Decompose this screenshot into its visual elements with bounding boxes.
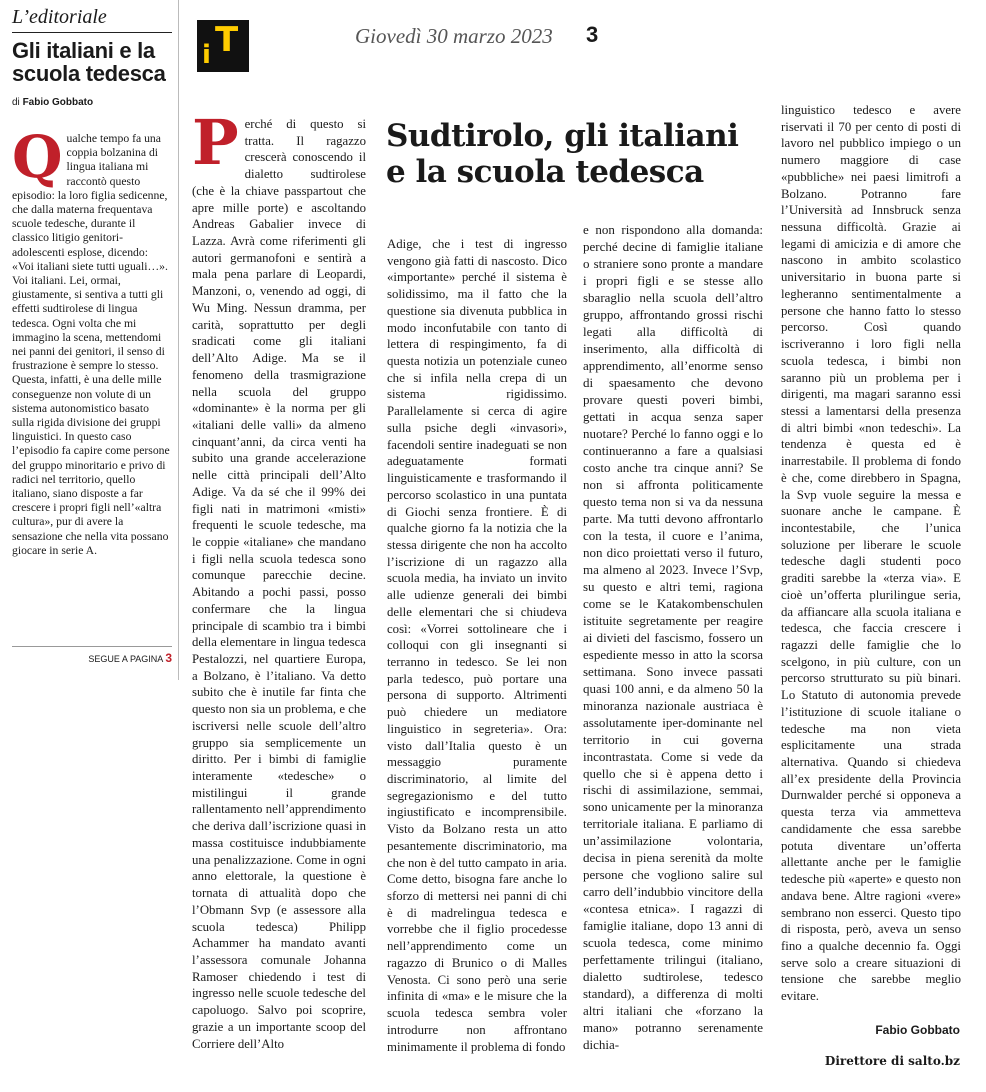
editorial-kicker: L’editoriale xyxy=(12,6,107,28)
sidebar-divider xyxy=(178,0,179,680)
article-column-4 xyxy=(781,102,961,1005)
editorial-dropcap: Q xyxy=(12,123,63,191)
editorial-body xyxy=(12,123,172,558)
salto-logo-icon: T i xyxy=(197,20,249,72)
article-col2-text: Adige, che i test di ingresso vengono già fatti di nascosto. Dico «importante» perché il sistema è solidissimo, ma il fatto che la questione sia divenuta pubblica in modo inconfutabile con tanto di lettera di respingimento, fa di questa notizia un potenziale cuneo che si infila nella crepa di un sistema rigidissimo. Parallelamente si cerca di agire sulla psiche degli «invasori», facendoli sentire inadeguati se non adeguatamente formati linguisticamente e trasformando il percorso scolastico in una puntata di Giochi senza frontiere. È di qualche giorno fa la notizia che la stessa dirigente che non ha accolto l’iscrizione di un ragazzo alla scuola media, ha inviato un invito alle udienze generali dei bimbi delle elementari che si chiudeva così: «Vorrei sottolineare che i colloqui con gli insegnanti si terranno in tedesco. Se lei non parla tedesco, può portare una persona di supporto. Altrimenti può chiedere un mediatore linguistico in segreteria». Ora: visto dall’Italia questo è un messaggio puramente discriminatorio, al limite del segregazionismo e del tutto ingiustificato e incomprensibile. Visto da Bolzano resta un atto pesantemente discriminatorio, ma che non è del tutto campato in aria. Come detto, bisogna fare anche lo sforzo di mettersi nei panni di chi è di madrelingua tedesca e vorrebbe che il figlio procedesse nell’apprendimento come un ragazzo di Brunico o di Malles Venosta. Ci sono però una serie infinita di «ma» e le misure che la scuola tedesca sembra voler introdurre non affrontano minimamente il problema di fondo xyxy=(387,237,567,1054)
article-signature-role: Direttore di salto.bz xyxy=(824,1054,960,1068)
page-number: 3 xyxy=(586,22,599,47)
article-col4-text: linguistico tedesco e avere riservati il 70 per cento di posti di lavoro nel pubblico impiego o un numero maggiore di case «pubbliche» nei paesi limitrofi a Bolzano. Potranno fare l’Università ad Innsbruck senza nessuna difficoltà. Grazie ai legami di amicizia e di amore che nascono in ambito scolastico universitario in buona parte si legheranno sentimentalmente a persone che hanno fatto lo stesso percorso. Così quando iscriveranno i loro figli nella scuola tedesca, i bimbi non saranno più un problema per i dirigenti, ma magari saranno essi stessi a lamentarsi della presenza di altri bimbi «non tedeschi». La tendenza è questa ed è inarrestabile. Il problema di fondo è che, come direbbero in Spagna, la Svp vuole seguire la messa e suonare anche le campane. È incontestabile, che l’unica soluzione per liberare le scuole tedesche dagli studenti poco graditi sarebbe la «terza via». E cioè un’offerta plurilingue seria, da affiancare alla scuola italiana e tedesca, che faccia crescere i ragazzi delle famiglie che lo scelgono, in più culture, con un percorso strutturato su più binari. Lo Statuto di autonomia prevede l’istituzione di scuole italiane o tedesche ma non vieta esplicitamente una strada alternativa. Quando si chiedeva all’ex presidente della Provincia Durnwalder perché si opponeva a questa terza via ammetteva candidamente che essa sarebbe potuta diventare un’offerta allettante anche per le famiglie tedesche più «aperte» e questo non andava bene. Altre ragioni «vere» sembrano non esserci. Questo tipo di risposta, però, aveva un senso fino a qualche decennio fa. Oggi serve solo a creare situazioni di tensione che sarebbe meglio evitare. xyxy=(781,103,961,1004)
article-dropcap: P xyxy=(192,106,239,179)
article-column-3 xyxy=(583,222,763,1054)
editorial-byline xyxy=(12,97,172,108)
editorial-title: Gli italiani e la scuola tedesca xyxy=(12,38,166,86)
editorial-text: ualche tempo fa una coppia bolzanina di lingua italiana mi raccontò questo episodio: la loro figlia sedicenne, che dalla materna frequentava scuole tedesche, durante il classico litigio genitori-adolescenti esplose, dicendo: «Voi italiani siete tutti uguali…». Voi italiani. Lei, ormai, giustamente, si sentiva a tutti gli effetti sudtirolese di lingua tedesca. Ogni volta che mi immagino la scena, mettendomi nei panni dei genitori, il senso di frustrazione è sempre lo stesso. Questa, infatti, è una delle mille conseguenze non volute di un sistema autonomistico basato sulla rigida divisione dei gruppi linguistici. In questo caso l’episodio fa capire come persone del gruppo minoritario e privo di radici nel territorio, quello italiano, siano disposte a far crescere i propri figli nell’«altra cultura», pur di avere la sensazione che nella vita possano giocare in serie A. xyxy=(12,132,170,557)
segue-label: SEGUE A PAGINA xyxy=(88,654,163,664)
byline-author: Fabio Gobbato xyxy=(22,97,94,108)
article-column-2 xyxy=(387,236,567,1055)
segue-page-number: 3 xyxy=(165,651,172,665)
article-col3-text: e non rispondono alla domanda: perché decine di famiglie italiane o straniere sono pronte a mandare i propri figli e se stesse allo sbaraglio nella scuola dell’altro gruppo, affrontando grossi rischi legati alla difficoltà di inserimento, alla difficoltà di apprendimento, all’enorme senso di spaesamento che devono provare questi poveri bimbi, gettati in acqua senza saper nuotare? Perché lo fanno oggi e lo continueranno a fare a qualsiasi costo anche tra cinque anni? Se non si affronta politicamente questo tema non si va da nessuna parte. Ma tutti devono affrontarlo con la testa, il cuore e l’anima, non dico proiettati verso il futuro, ma almeno al 2023. Invece l’Svp, su questo e altri temi, ragiona come se le Katakombenschulen istituite segretamente per reagire ai divieti del fascismo, fossero un espediente messo in atto la scorsa settimana. Sono invece passati quasi 100 anni, e da almeno 50 la minoranza nazionale austriaca è assolutamente iper-dominante nel territorio in cui governa incontrastata. Come si vede da quello che si è appena detto i rischi di assimilazione, semmai, sono unicamente per la minoranza territoriale italiana. E parliamo di un’assimilazione volontaria, decisa in piena serenità da molte persone che vogliono salire sul carro dell’indubbio vincitore della «contesa etnica». I ragazzi di famiglie italiane, dopo 13 anni di scuola tedesca, come minimo perfettamente trilingui (italiano, dialetto sudtirolese, tedesco standard), a differenza di molti altri italiani che «forzano la mano» potranno serenamente dichia- xyxy=(583,222,763,1053)
article-col1-text: erché di questo si tratta. Il ragazzo crescerà conoscendo il dialetto sudtirolese (che è la chiave passpartout che apre mille porte) e ascoltando Andreas Gabalier invece di Lazza. Avrà come riferimenti gli autori germanofoni e sentirà a mala pena parlare di Leopardi, Manzoni, o, venendo ad oggi, di Wu Ming. Nessun dramma, per carità, soprattutto per degli sradicati come gli italiani dell’Alto Adige. Ma se il fenomeno della trasmigrazione nella scuola del gruppo «dominante» è la norma per gli «italiani delle valli» da almeno cinquant’anni, da circa venti ha subito una grande accelerazione nelle città principali dell’Alto Adige. Va da sé che il 99% dei figli nati in matrimoni «misti» frequenti le scuole tedesche, ma le coppie «italiane» che mandano i figli nella scuola tedesca sono comunque parecchie decine. Abitando a pochi passi, posso confermare che la lingua principale di scambio tra i bimbi della elementare in lingua tedesca Pestalozzi, nel quartiere Europa, a Bolzano, è l’italiano. Va detto subito che è inutile far finta che questo non sia un problema, e che iscriversi nelle scuole dell’altro gruppo sia semplicemente un diritto. Per i bimbi di famiglie interamente «tedesche» o mistilingui il grande rallentamento nell’apprendimento che deriva dall’iscrizione quasi in massa costituisce indubbiamente una penalizzazione. Come in ogni anno elettorale, la questione è tornata di attualità dopo che l’Obmann Svp (e assessore alla scuola tedesca) Philipp Achammer ha mandato avanti l’assessora comunale Johanna Ramoser chiedendo i test di ingresso nelle scuole tedesche del capoluogo. Salvo poi scoprire, grazie a un importante scoop del Corriere dell’Alto xyxy=(192,117,366,1051)
article-column-1 xyxy=(192,106,366,1052)
byline-prefix: di xyxy=(12,97,20,108)
continued-on-page-link[interactable] xyxy=(12,646,172,665)
article-headline: Sudtirolo, gli italiani e la scuola tedesca xyxy=(386,118,739,190)
kicker-divider xyxy=(12,32,172,33)
article-signature: Fabio Gobbato xyxy=(875,1023,960,1037)
issue-date: Giovedì 30 marzo 2023 xyxy=(355,24,553,48)
editorial-sidebar xyxy=(12,6,172,666)
